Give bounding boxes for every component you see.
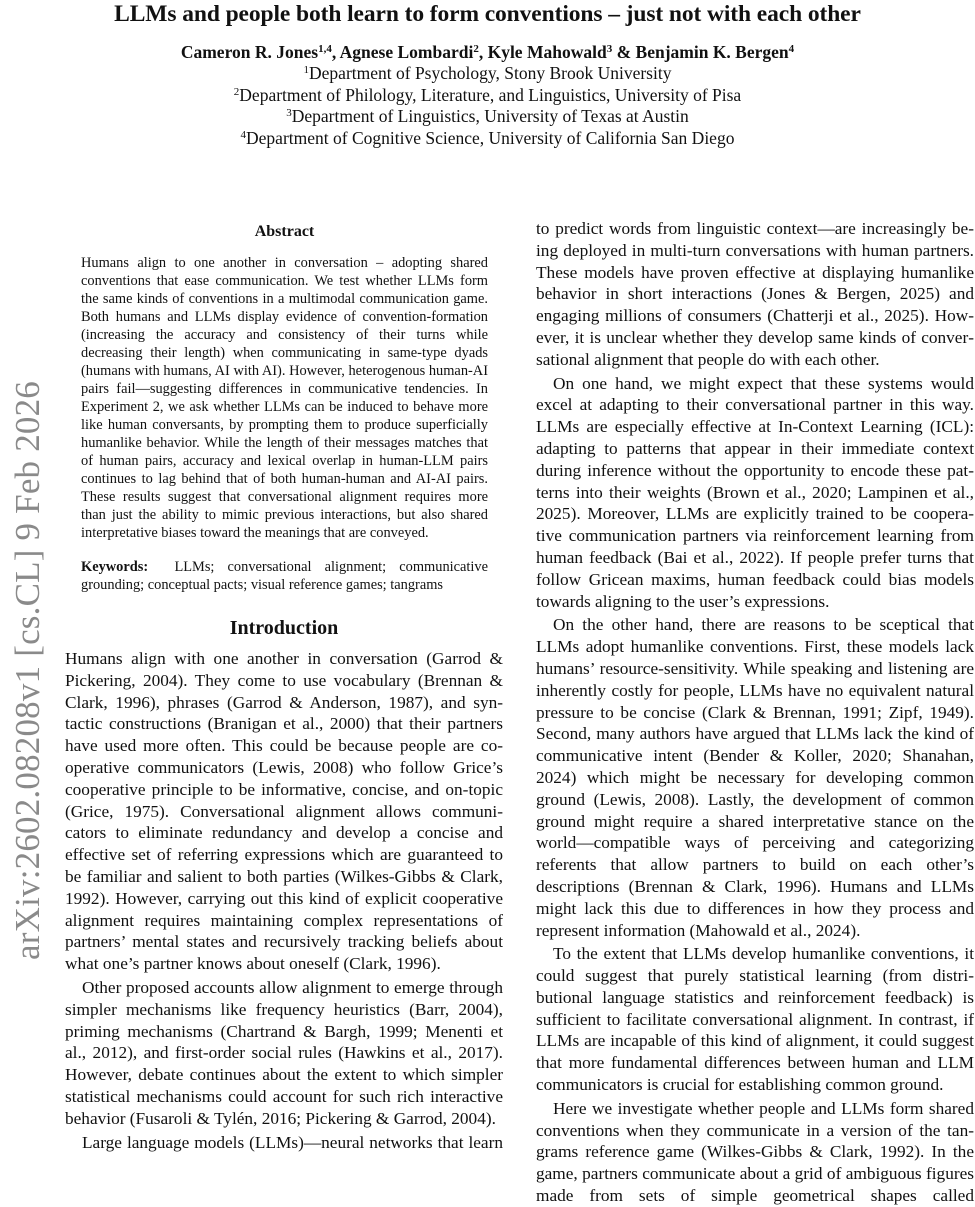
keywords xyxy=(81,558,488,594)
affiliation-mark: 4 xyxy=(240,128,247,141)
author-separator: & xyxy=(612,42,636,62)
keywords-label: Keywords: xyxy=(81,559,149,575)
author-affiliation-mark: 2 xyxy=(473,43,479,55)
introduction-body-left xyxy=(65,648,503,1153)
paper-title: LLMs and people both learn to form conventions – just not with each other xyxy=(114,1,861,27)
author-name: Kyle Mahowald xyxy=(487,42,607,62)
paragraph: To the extent that LLMs develop humanlike conventions, it could suggest that purely statistical learning (from distributional language statistics and reinforcement feedback) is sufficient to facilitate conversational alignment. In contrast, if LLMs are incapable of this kind of alignment, it could suggest that more fundamental differences between human and LLM communicators is crucial for establishing common ground. xyxy=(536,944,974,1095)
abstract-section xyxy=(81,222,488,594)
affiliation-list xyxy=(0,63,975,149)
affiliation xyxy=(0,63,975,85)
introduction-heading: Introduction xyxy=(229,617,339,639)
author-name: Agnese Lombardi xyxy=(339,42,474,62)
right-column xyxy=(536,218,974,1207)
introduction-body-right xyxy=(536,218,974,1207)
paragraph: Other proposed accounts allow alignment to emerge through simpler mechanisms like frequency heuristics (Barr, 2004), priming mechanisms (Chartrand & Bargh, 1999; Menenti et al., 2012), and first-order social rules (Hawkins et al., 2017). However, debate continues about the extent to which simpler statistical mechanisms could account for such rich interactive behavior (Fusaroli & Tylén, 2016; Pickering & Garrod, 2004). xyxy=(65,977,503,1128)
affiliation xyxy=(0,106,975,128)
paragraph: On one hand, we might expect that these systems would excel at adapting to their conversational partner in this way. LLMs are especially effective at In-Context Learning (ICL): adapting to patterns that appear in their immediate context during inference without the opportunity to encode these patterns into their weights (Brown et al., 2020; Lampinen et al., 2025). Moreover, LLMs are explicitly trained to be cooperative communication partners via reinforcement learning from human feedback (Bai et al., 2022). If people prefer turns that follow Gricean maxims, human feedback could bias models towards aligning to the user’s expressions. xyxy=(536,373,974,611)
keywords-text: LLMs; conversational alignment; communicative grounding; conceptual pacts; visual reference games; tangrams xyxy=(81,559,488,593)
author-name: Benjamin K. Bergen xyxy=(635,42,789,62)
abstract-text: Humans align to one another in conversation – adopting shared conventions that ease communication. We test whether LLMs form the same kinds of conventions in a multimodal communication game. Both humans and LLMs display evidence of convention-formation (increasing the accuracy and consistency of their turns while decreasing their length) when communicating in same-type dyads (humans with humans, AI with AI). However, heterogenous human-AI pairs fail—suggesting differences in communicative tendencies. In Experiment 2, we ask whether LLMs can be induced to behave more like human conversants, by prompting them to produce superficially humanlike behavior. While the length of their messages matches that of human pairs, accuracy and lexical overlap in human-LLM pairs continues to lag behind that of both human-human and AI-AI pairs. These results suggest that conversational alignment requires more than just the ability to mimic previous interactions, but also shared interpretative biases toward the meanings that are conveyed. xyxy=(81,255,488,541)
affiliation-mark: 3 xyxy=(286,107,292,120)
author-affiliation-mark: 3 xyxy=(606,43,613,55)
paragraph: to predict words from linguistic context—are increasingly being deployed in multi-turn conversations with human partners. These models have proven effective at displaying humanlike behavior in short interactions (Jones & Bergen, 2025) and engaging millions of consumers (Chatterji et al., 2025). However, it is unclear whether they develop same kinds of conversational alignment that people do with each other. xyxy=(536,219,974,369)
arxiv-identifier-watermark: arXiv:2602.08208v1 [cs.CL] 9 Feb 2026 xyxy=(8,380,47,960)
paragraph: Large language models (LLMs)—neural networks that learn xyxy=(82,1132,503,1152)
author-name: Cameron R. Jones xyxy=(180,42,319,62)
author-list xyxy=(0,41,975,63)
author-affiliation-mark: 4 xyxy=(788,43,795,55)
author-affiliation-mark: 1,4 xyxy=(318,43,332,55)
abstract-heading: Abstract xyxy=(254,223,315,240)
paragraph: On the other hand, there are reasons to be sceptical that LLMs adopt humanlike conventions. First, these models lack humans’ resource-sensitivity. While speaking and listening are inherently costly for people, LLMs have no equivalent natural pressure to be concise (Clark & Brennan, 1991; Zipf, 1949). Second, many authors have argued that LLMs lack the kind of communicative intent (Bender & Koller, 2020; Shanahan, 2024) which might be necessary for developing common ground (Lewis, 2008). Lastly, the development of common ground might require a shared interpretative stance on the world—compatible ways of perceiving and categorizing referents that allow partners to build on each other’s descriptions (Brennan & Clark, 1996). Humans and LLMs might lack this due to differences in how they process and represent information (Mahowald et al., 2024). xyxy=(536,615,974,940)
affiliation-text: Department of Linguistics, University of Texas at Austin xyxy=(291,106,689,127)
affiliation-text: Department of Philology, Literature, and Linguistics, University of Pisa xyxy=(239,84,742,105)
affiliation-mark: 2 xyxy=(233,85,240,98)
affiliation-mark: 1 xyxy=(303,64,310,76)
affiliation xyxy=(0,85,975,107)
paragraph: Humans align with one another in conversation (Garrod & Pickering, 2004). They come to use vocabulary (Brennan & Clark, 1996), phrases (Garrod & Anderson, 1987), and syntactic constructions (Branigan et al., 2000) that their partners have used more often. This could be because people are cooperative communicators (Lewis, 2008) who follow Grice’s cooperative principle to be informative, concise, and on-topic (Grice, 1975). Conversational alignment allows communicators to eliminate redundancy and develop a concise and effective set of referring expressions which are guaranteed to be familiar and salient to both parties (Wilkes-Gibbs & Clark, 1992). However, carrying out this kind of explicit cooperative alignment requires maintaining complex representations of partners’ mental states and recursively tracking beliefs about what one’s partner knows about oneself (Clark, 1996). xyxy=(65,649,503,974)
paragraph: Here we investigate whether people and LLMs form shared conventions when they communicate in a version of the tangrams reference game (Wilkes-Gibbs & Clark, 1992). In the game, partners communicate about a grid of ambiguous figures made from sets of simple geometrical shapes called xyxy=(536,1098,974,1206)
affiliation xyxy=(0,128,975,150)
author-separator: , xyxy=(478,42,488,62)
left-column xyxy=(65,222,503,1153)
affiliation-text: Department of Psychology, Stony Brook University xyxy=(309,63,672,83)
affiliation-text: Department of Cognitive Science, University of California San Diego xyxy=(246,127,735,148)
author-separator: , xyxy=(331,42,340,62)
